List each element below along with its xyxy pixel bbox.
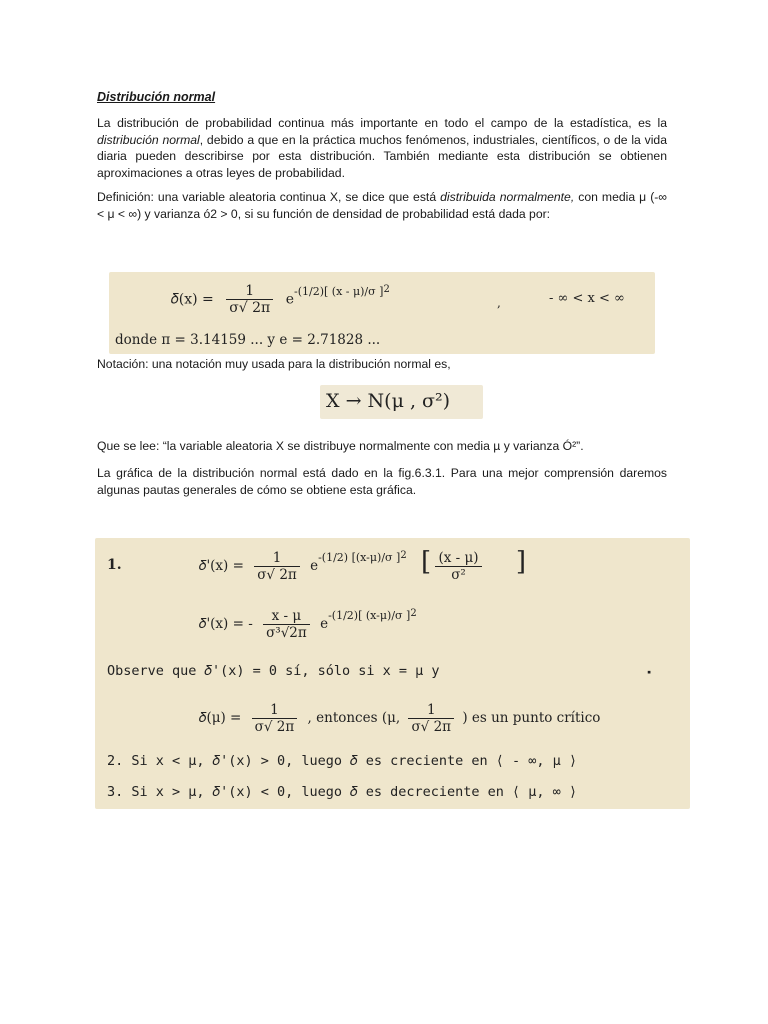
bracket-denominator: σ² bbox=[451, 567, 466, 583]
critical-fraction bbox=[252, 702, 298, 735]
formula-e: e bbox=[285, 291, 294, 308]
step1b-square: 2 bbox=[410, 608, 417, 619]
formula-denominator: σ√ 2π bbox=[229, 300, 271, 316]
critical-numerator: 1 bbox=[252, 702, 298, 719]
intro-emphasis: distribución normal bbox=[97, 132, 200, 147]
critical-lhs: 𝛿(μ) = bbox=[199, 710, 242, 726]
step1-square: 2 bbox=[400, 550, 407, 561]
step1-exponent: -(1/2) [(x-μ)/σ ] bbox=[318, 551, 401, 564]
step1b-exponent: -(1/2)[ (x-μ)/σ ] bbox=[328, 609, 411, 622]
step1-numerator: 1 bbox=[254, 550, 300, 567]
step2-line: 2. Si x < μ, 𝛿'(x) > 0, luego 𝛿 es creciente en ⟨ - ∞, μ ⟩ bbox=[107, 753, 578, 769]
stray-dot: ▪ bbox=[647, 668, 652, 676]
graph-text: La gráfica de la distribución normal está dado en la fig.6.3.1. Para una mejor comprensión daremos algunas pautas generales de cómo se obtiene esta gráfica. bbox=[97, 466, 667, 497]
critical-end: ) es un punto crítico bbox=[462, 710, 601, 726]
step1b-derivative: 𝛿'(x) = - $\frac{x - \mu}{\text{σ³√2π}}$ $e^{-(1/2)[ (x-\mu)/\sigma ]2}$ bbox=[199, 608, 417, 641]
document-body bbox=[97, 90, 667, 230]
critical-denominator: σ√ 2π bbox=[254, 719, 295, 735]
reading-text: Que se lee: “la variable aleatoria X se distribuye normalmente con media µ y varianza Ó²”. bbox=[97, 439, 584, 453]
derivative-steps-image bbox=[95, 538, 690, 809]
critical-fraction-2 bbox=[408, 702, 454, 735]
step1b-numerator: x - μ bbox=[263, 608, 310, 625]
critical-numerator-2: 1 bbox=[408, 702, 454, 719]
step3-line: 3. Si x > μ, 𝛿'(x) < 0, luego 𝛿 es decreciente en ⟨ μ, ∞ ⟩ bbox=[107, 784, 578, 800]
step1-denominator: σ√ 2π bbox=[257, 567, 297, 583]
notation-text: Notación: una notación muy usada para la distribución normal es, bbox=[97, 357, 451, 371]
critical-point-line bbox=[199, 702, 600, 735]
notation-formula: X → N(μ , σ²) bbox=[326, 390, 451, 412]
intro-text: La distribución de probabilidad continua más importante en todo el campo de la estadística, es la bbox=[97, 116, 667, 130]
right-bracket: ] bbox=[515, 547, 526, 577]
definition-paragraph bbox=[97, 189, 667, 222]
step1-derivative: 𝛿'(x) = $\frac{1}{\sigma√ 2\pi}$ $e^{-(1/2) [(x-\mu)/\sigma ]2}$ [ $\frac{(x - \mu)}{\text{σ²}}$ ] bbox=[199, 547, 526, 583]
formula-domain: - ∞ < x < ∞ bbox=[549, 291, 625, 306]
formula-exponent: -(1/2)[ (x - μ)/σ ] bbox=[293, 284, 384, 298]
formula-comma: , bbox=[497, 296, 501, 310]
step1-number: 1. bbox=[107, 557, 122, 573]
page-title: Distribución normal bbox=[97, 90, 216, 104]
step1b-fraction bbox=[263, 608, 310, 641]
notation-formula-image bbox=[320, 385, 483, 419]
step1-lhs: 𝛿'(x) = bbox=[199, 558, 244, 574]
bracket-numerator: (x - μ) bbox=[435, 550, 481, 567]
definition-lead: Definición: una variable aleatoria continua X, se dice que está bbox=[97, 190, 441, 204]
formula-fraction bbox=[226, 283, 273, 316]
step1-bracket-fraction bbox=[435, 550, 481, 583]
formula-numerator: 1 bbox=[226, 283, 273, 300]
step1-fraction bbox=[254, 550, 300, 583]
definition-rest: con media μ (-∞ < μ < ∞) y varianza ó2 > 0, si su función de densidad de probabilidad está dada por: bbox=[97, 190, 667, 221]
formula-square: 2 bbox=[383, 283, 390, 295]
critical-denominator-2: σ√ 2π bbox=[411, 719, 452, 735]
formula-constants: donde π = 3.14159 ... y e = 2.71828 ... bbox=[115, 332, 381, 348]
critical-middle: , entonces (μ, bbox=[307, 710, 401, 726]
intro-paragraph bbox=[97, 115, 667, 181]
observe-line: Observe que 𝛿'(x) = 0 sí, sólo si x = μ y bbox=[107, 663, 440, 679]
left-bracket: [ bbox=[421, 547, 432, 577]
formula-lhs: 𝛿(x) = bbox=[171, 291, 214, 308]
intro-text-rest: , debido a que en la práctica muchos fenómenos, industriales, científicos, o de la vida diaria pueden describirse por esta distribución. También mediante esta distribución se obtienen aproximaciones a otras leyes de probabilidad. bbox=[97, 132, 667, 180]
step1b-lhs: 𝛿'(x) = - bbox=[199, 616, 253, 632]
definition-emphasis: distribuida normalmente, bbox=[440, 190, 575, 204]
step1b-denominator: σ³√2π bbox=[266, 625, 307, 641]
density-formula-image bbox=[109, 272, 655, 354]
